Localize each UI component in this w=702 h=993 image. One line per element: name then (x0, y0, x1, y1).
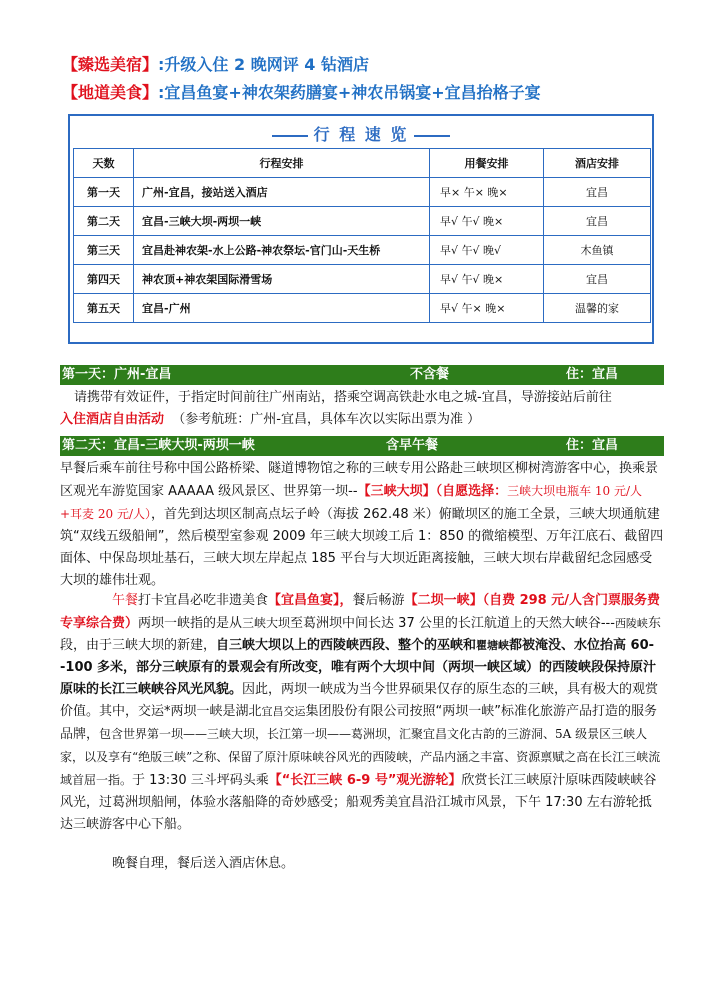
cell-day: 第三天 (74, 236, 134, 265)
day2-evening-text: 晚餐自理，餐后送入酒店休息。 (112, 856, 295, 871)
table-row (74, 178, 651, 207)
highlight-tag: 【地道美食】 (62, 83, 159, 102)
header-meal: 用餐安排 (430, 149, 544, 178)
title-dash-right (414, 135, 450, 137)
cell-plan: 宜昌-广州 (134, 294, 430, 323)
day2-dam-detail: ，首先到达坝区制高点坛子岭（海拔 262.48 米）俯瞰坝区的施工全景，三峡大坝通航建筑“双线五级船闸”，然后模型室参观 2009 年三峡大坝竣工后 1：850 的微缩模型、万年江底石、截留四面体、中保岛坝址基石，三峡大坝左岸起点 185 平台与大坝近距离接触，三峡大坝右岸截留纪念园感受大坝的雄伟壮观。 (60, 507, 664, 588)
day1-meal: 不含餐 (410, 367, 450, 382)
day2-title: 第二天：宜昌-三峡大坝-两坝一峡 (62, 438, 255, 453)
day2-serif-company: 宜昌交运 (261, 705, 306, 718)
day2-fish-feast: 【宜昌鱼宴】， (268, 593, 353, 608)
day2-two-dams-tour: 【二坝一峡】（自费 298 元/人含门票服务费专享综合费） (60, 593, 660, 631)
day2-stay: 住：宜昌 (566, 438, 619, 453)
highlight-text: :升级入住 2 晚网评 4 钻酒店 (158, 55, 369, 74)
day2-cruise-ship: 【“长江三峡 6-9 号”观光游轮】 (268, 773, 462, 788)
day2-serif-dam: 三峡大坝 (242, 616, 291, 630)
itinerary-overview (68, 114, 654, 344)
day2-serif-xiling: 西陵峡 (614, 617, 648, 630)
day2-boarding: 于 13:30 三斗坪码头乘 (132, 773, 269, 788)
cell-day: 第四天 (74, 265, 134, 294)
day1-text: 请携带有效证件，于指定时间前往广州南站，搭乘空调高铁赴水电之城-宜昌，导游接站后前往 (74, 390, 612, 405)
cell-plan: 神农顶+神农架国际滑雪场 (134, 265, 430, 294)
cell-plan: 宜昌赴神农架-水上公路-神农祭坛-官门山-天生桥 (134, 236, 430, 265)
day1-free-activity: 入住酒店自由活动 (60, 412, 165, 427)
header-day: 天数 (74, 149, 134, 178)
highlight-food (62, 80, 541, 103)
day2-dam-intro: 早餐后乘车前往号称中国公路桥梁、隧道博物馆之称的三峡专用公路赴三峡坝区柳树湾游客中心，换乘景区观光车游览国家 AAAAA 级风景区、世界第一坝-- (60, 461, 659, 499)
cell-day: 第二天 (74, 207, 134, 236)
header-hotel: 酒店安排 (544, 149, 651, 178)
cell-hotel: 宜昌 (544, 207, 651, 236)
day2-cruise-detail: 欣赏长江三峡原汁原味西陵峡峡谷风光，过葛洲坝船闸，体验水落船降的奇妙感受；船观秀美宜昌沿江城市风景，下午 17:30 左右游轮抵达三峡游客中心下船。 (60, 773, 657, 832)
cell-hotel: 木鱼镇 (544, 236, 651, 265)
day2-tour-route: 至葛洲坝中间长达 37 公里的长江航道上的天然大峡谷--- (290, 616, 615, 631)
day2-tour-east: 东段，由于三峡大坝的新建， (60, 616, 661, 653)
day2-dam-highlight: 【三峡大坝】（自愿选择： (357, 484, 508, 499)
day2-meal: 含早午餐 (386, 438, 439, 453)
table-row (74, 207, 651, 236)
cell-meal: 早× 午× 晚× (430, 178, 544, 207)
day2-paragraph-cruise (60, 590, 664, 836)
day2-value-text: 因此，两坝一峡成为当今世界硕果仅存的原生态的三峡，具有极大的观赏价值。其中，交运*两坝一峡是湖北 (60, 682, 659, 719)
table-row (74, 236, 651, 265)
header-plan: 行程安排 (134, 149, 430, 178)
day2-paragraph-dam (60, 458, 664, 592)
table-header-row (74, 149, 651, 178)
day2-serif-product: 包含世界第一坝——三峡大坝，长江第一坝——葛洲坝，汇聚宜昌文化古韵的三游洞、5A 级景区三峡人家，以及享有“绝版三峡”之称、保留了原汁原味峡谷风光的西陵峡，产品内涵之丰富、资源禀赋之高在长江三峡流域首屈一指。 (60, 727, 661, 787)
table-row (74, 265, 651, 294)
cell-meal: 早√ 午√ 晚√ (430, 236, 544, 265)
day1-description (60, 387, 664, 431)
cell-hotel: 宜昌 (544, 265, 651, 294)
day2-qutang: 瞿塘峡 (476, 639, 510, 652)
cell-meal: 早√ 午√ 晚× (430, 265, 544, 294)
day1-stay: 住：宜昌 (566, 367, 619, 382)
cell-plan: 广州-宜昌，接站送入酒店 (134, 178, 430, 207)
day2-evening (60, 853, 664, 875)
cell-day: 第一天 (74, 178, 134, 207)
day2-dam-option: 三峡大坝电瓶车 10 元/人+耳麦 20 元/人） (60, 484, 643, 521)
cell-meal: 早√ 午√ 晚× (430, 207, 544, 236)
highlight-hotel (62, 52, 369, 75)
table-row (74, 294, 651, 323)
highlight-tag: 【臻选美宿】 (62, 55, 159, 74)
cell-hotel: 宜昌 (544, 178, 651, 207)
day2-bar (60, 436, 664, 456)
itinerary-table (73, 148, 651, 323)
cell-hotel: 温馨的家 (544, 294, 651, 323)
day1-reference: （参考航班：广州-宜昌，具体车次以实际出票为准 ） (172, 412, 481, 427)
day2-lunch: 午餐 (112, 593, 139, 608)
cell-meal: 早√ 午× 晚× (430, 294, 544, 323)
day2-tour-intro: 两坝一峡指的是从 (138, 616, 243, 631)
overview-title (70, 122, 652, 145)
cell-plan: 宜昌-三峡大坝-两坝一峡 (134, 207, 430, 236)
day2-flooded-note: 自三峡大坝以上的西陵峡西段、整个的巫峡和 (216, 638, 477, 653)
title-dash-left (272, 135, 308, 137)
day2-lunch-text: 打卡宜昌必吃非遗美食 (138, 593, 269, 608)
day1-title: 第一天：广州-宜昌 (62, 367, 172, 382)
overview-title-text: 行 程 速 览 (313, 125, 409, 144)
day2-brand-text: 集团股份有限公司按照“两坝一峡”标准化旅游产品打造的服务品牌， (60, 704, 657, 742)
day1-bar (60, 365, 664, 385)
day2-after-meal: 餐后畅游 (352, 593, 405, 608)
cell-day: 第五天 (74, 294, 134, 323)
highlight-text: :宜昌鱼宴+神农架药膳宴+神农吊锅宴+宜昌抬格子宴 (158, 83, 541, 102)
day2-water-level: 都被淹没、水位抬高 60--100 多米，部分三峡原有的景观会有所改变，唯有两个大坝中间（两坝一峡区域）的西陵峡段保持原汁原味的长江三峡峡谷风光风貌。 (60, 638, 657, 697)
